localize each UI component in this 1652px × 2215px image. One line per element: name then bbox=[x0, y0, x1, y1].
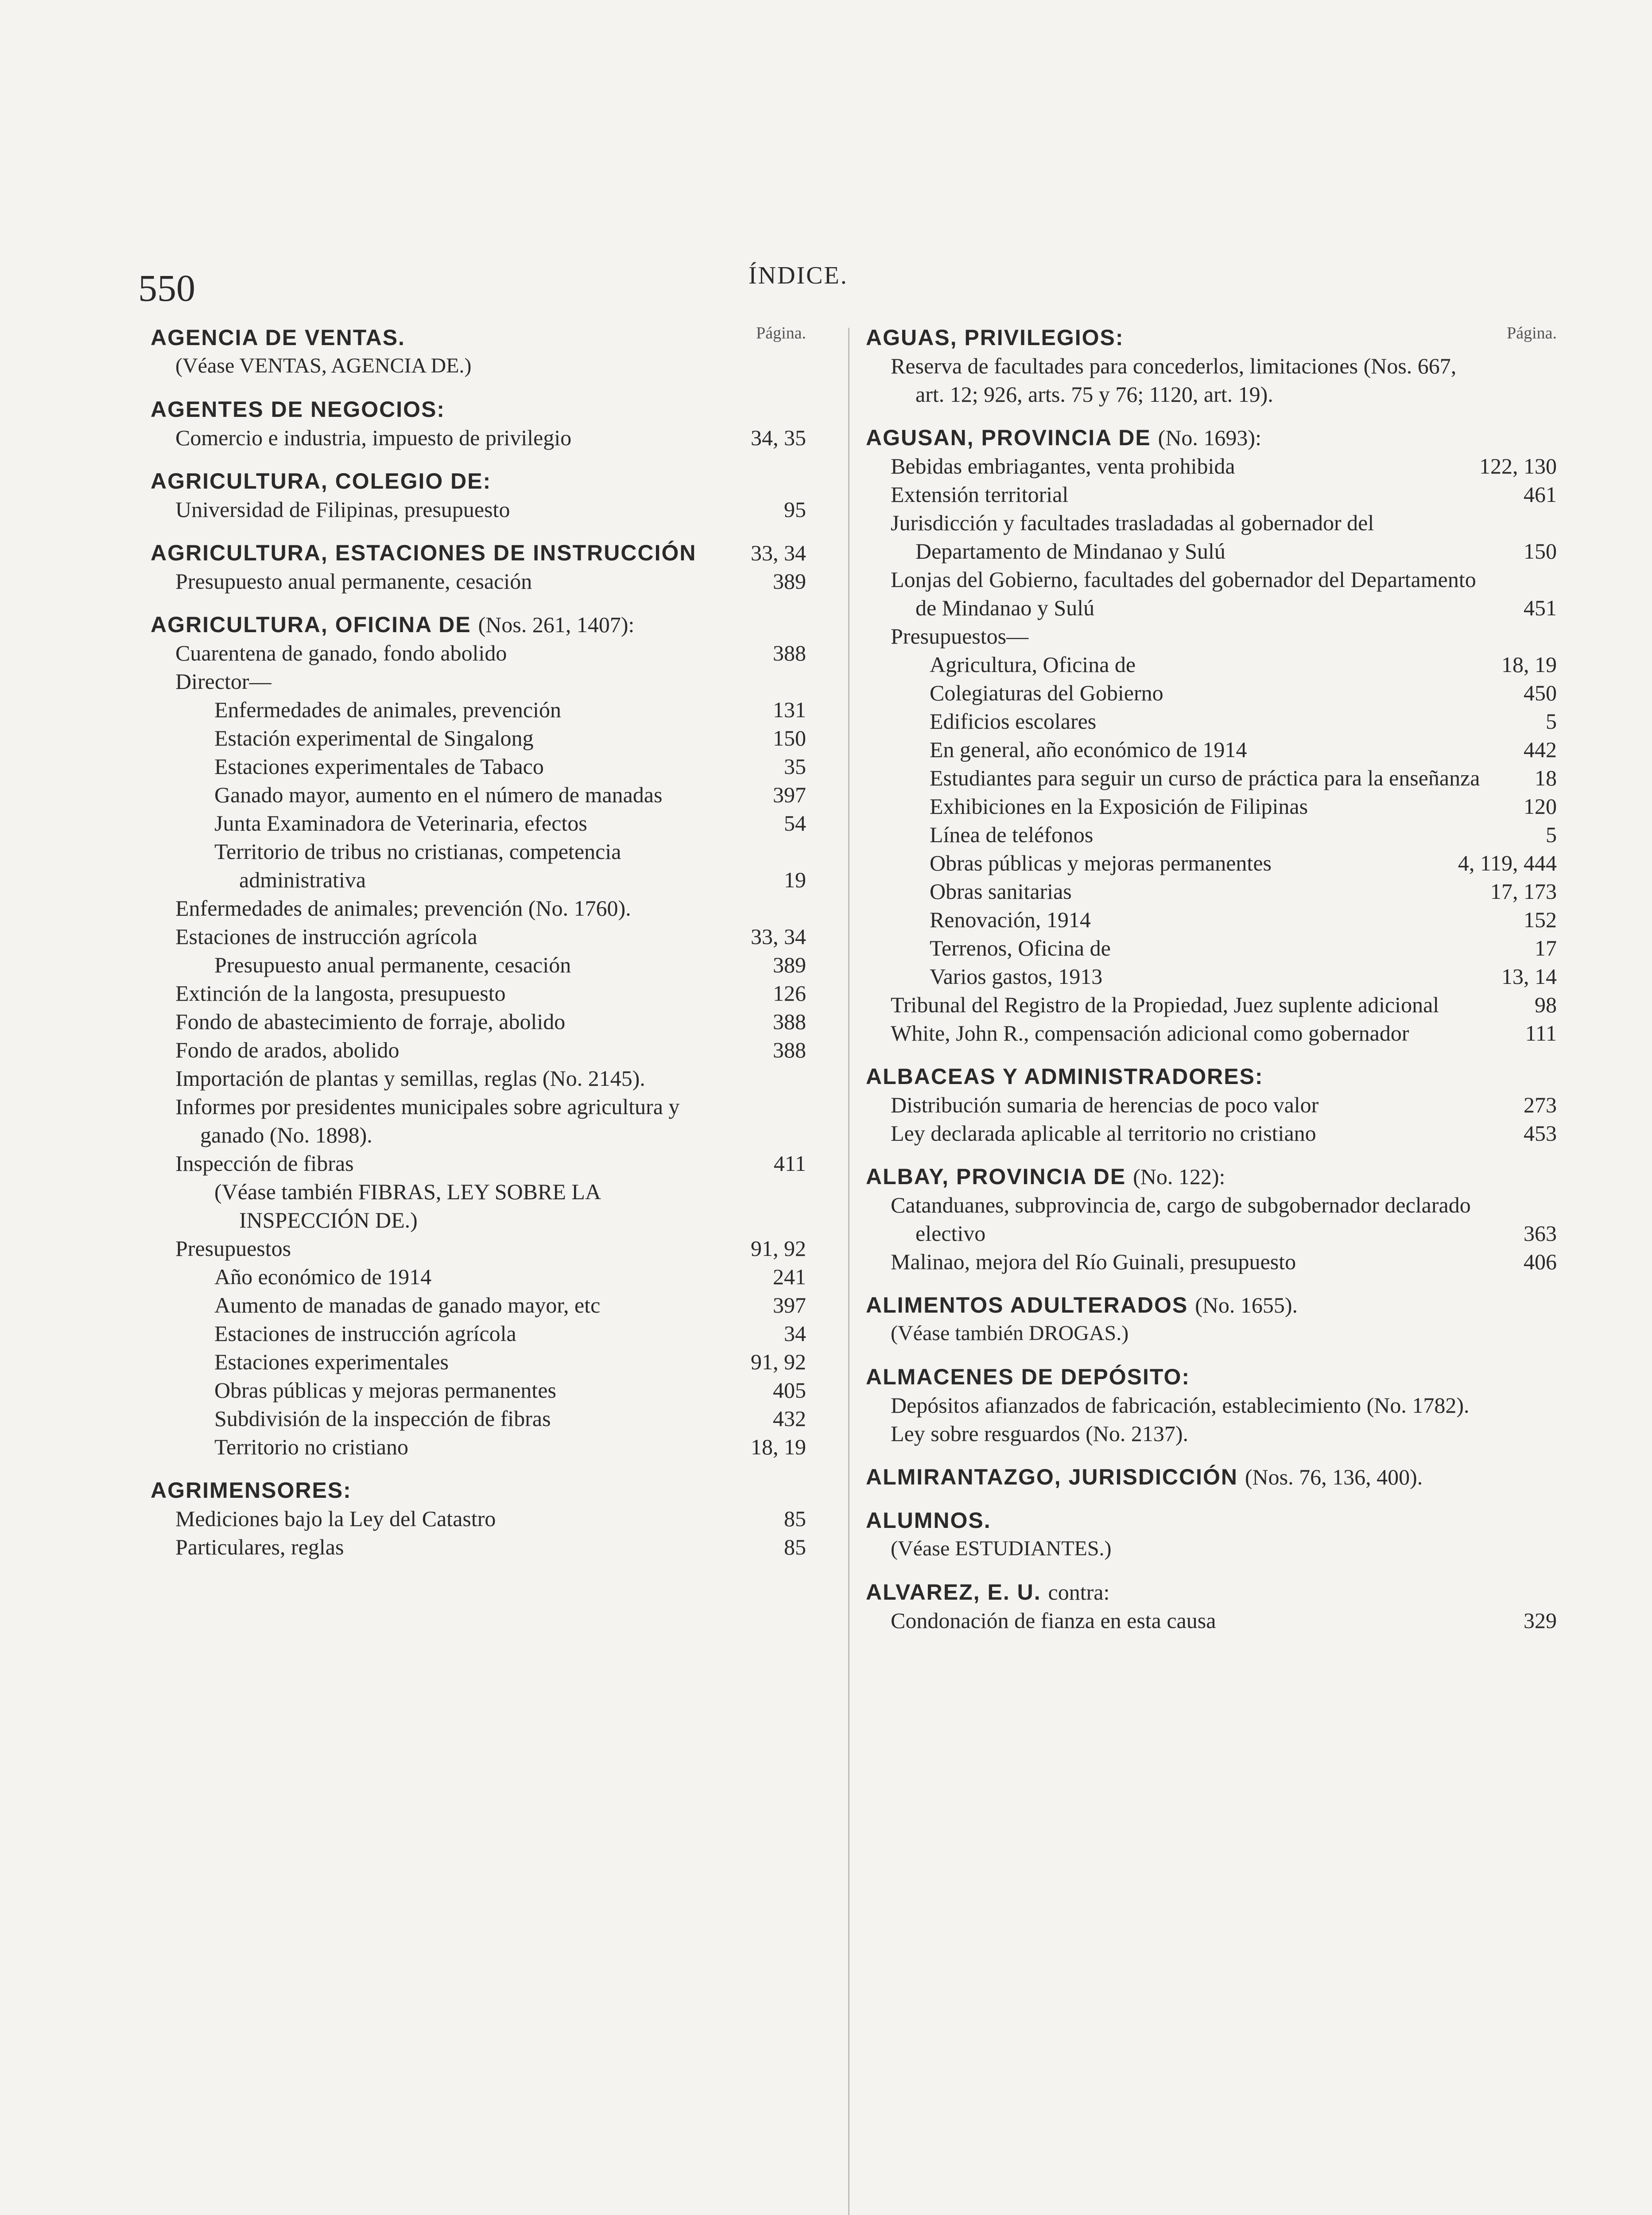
subentry-text: Distribución sumaria de herencias de poco valor bbox=[891, 1092, 1319, 1117]
subentry-text: Agricultura, Oficina de bbox=[930, 652, 1136, 677]
page-ref: 329 bbox=[1524, 1608, 1557, 1633]
index-subentry bbox=[151, 1149, 806, 1177]
index-subentry bbox=[866, 352, 1557, 408]
page-ref: 388 bbox=[773, 1009, 806, 1034]
index-subentry bbox=[866, 1419, 1557, 1448]
index-subentry bbox=[151, 1234, 806, 1263]
subentry-text: Estaciones experimentales de Tabaco bbox=[214, 754, 544, 779]
subentry-text: Cuarentena de ganado, fondo abolido bbox=[175, 641, 507, 665]
entry-heading bbox=[866, 1363, 1557, 1391]
page-ref: 18, 19 bbox=[751, 1434, 806, 1459]
page-ref: 406 bbox=[1524, 1249, 1557, 1274]
index-subentry bbox=[151, 809, 806, 837]
subentry-text: Obras sanitarias bbox=[930, 879, 1072, 904]
page-ref: 33, 34 bbox=[751, 540, 806, 565]
index-subentry bbox=[866, 622, 1557, 650]
index-subentry bbox=[866, 849, 1557, 877]
index-subentry bbox=[151, 1036, 806, 1064]
index-subentry bbox=[151, 696, 806, 724]
index-entry bbox=[151, 467, 806, 524]
page-ref: 389 bbox=[773, 569, 806, 594]
index-subentry bbox=[151, 567, 806, 595]
page-ref: 388 bbox=[773, 1038, 806, 1062]
subentry-text: Año económico de 1914 bbox=[214, 1264, 432, 1289]
index-entry bbox=[866, 1506, 1557, 1563]
page-ref: 432 bbox=[773, 1406, 806, 1431]
page-ref: 91, 92 bbox=[751, 1349, 806, 1374]
subentry-text: Presupuestos bbox=[175, 1236, 291, 1261]
subentry-text: Importación de plantas y semillas, reglas (No. 2145). bbox=[175, 1066, 645, 1091]
index-column-left bbox=[151, 323, 806, 1561]
subentry-text: Subdivisión de la inspección de fibras bbox=[214, 1406, 551, 1431]
index-subentry bbox=[151, 495, 806, 524]
page-ref: 35 bbox=[784, 754, 806, 779]
subentry-text: Extinción de la langosta, presupuesto bbox=[175, 981, 506, 1006]
subentry-text: Malinao, mejora del Río Guinali, presupuesto bbox=[891, 1249, 1296, 1274]
index-subentry bbox=[151, 1263, 806, 1291]
index-subentry bbox=[151, 1007, 806, 1036]
entry-heading-text: AGRICULTURA, OFICINA DE bbox=[151, 612, 471, 637]
index-column-right bbox=[866, 323, 1557, 1635]
page-ref: 34 bbox=[784, 1321, 806, 1346]
entry-heading-text: ALIMENTOS ADULTERADOS bbox=[866, 1293, 1188, 1317]
page-ref: 152 bbox=[1524, 907, 1557, 932]
page-ref: 397 bbox=[773, 782, 806, 807]
subentry-text: Obras públicas y mejoras permanentes bbox=[214, 1378, 556, 1403]
page-ref: 120 bbox=[1524, 794, 1557, 819]
entry-heading-note: (Nos. 261, 1407): bbox=[478, 612, 635, 637]
page-ref: 363 bbox=[1524, 1221, 1557, 1246]
index-subentry bbox=[151, 1319, 806, 1348]
index-subentry bbox=[151, 837, 806, 894]
subentry-text: Particulares, reglas bbox=[175, 1535, 344, 1559]
entry-heading-text: ALVAREZ, E. U. bbox=[866, 1580, 1041, 1605]
subentry-text: Renovación, 1914 bbox=[930, 907, 1091, 932]
page-ref: 54 bbox=[784, 811, 806, 835]
subentry-text: Línea de teléfonos bbox=[930, 822, 1094, 847]
page-ref: 450 bbox=[1524, 680, 1557, 705]
subentry-text: Depósitos afianzados de fabricación, establecimiento (No. 1782). bbox=[891, 1393, 1470, 1418]
entry-heading bbox=[151, 323, 806, 352]
index-subentry bbox=[866, 1091, 1557, 1119]
entry-heading-note: (No. 122): bbox=[1133, 1164, 1225, 1189]
entry-heading-text: AGENTES DE NEGOCIOS: bbox=[151, 397, 446, 422]
index-subentry bbox=[866, 1391, 1557, 1419]
subentry-text: Estaciones experimentales bbox=[214, 1349, 449, 1374]
subentry-text: Ganado mayor, aumento en el número de manadas bbox=[214, 782, 663, 807]
subentry-text: Enfermedades de animales, prevención bbox=[214, 697, 561, 722]
subentry-text: Colegiaturas del Gobierno bbox=[930, 680, 1163, 705]
entry-heading bbox=[866, 1162, 1557, 1191]
entry-heading bbox=[866, 323, 1557, 352]
index-subentry bbox=[151, 1177, 806, 1234]
index-subentry bbox=[151, 781, 806, 809]
page-ref: 131 bbox=[773, 697, 806, 722]
subentry-text: Tribunal del Registro de la Propiedad, Juez suplente adicional bbox=[891, 992, 1439, 1017]
entry-heading-text: ALBACEAS Y ADMINISTRADORES: bbox=[866, 1064, 1264, 1089]
subentry-text: Obras públicas y mejoras permanentes bbox=[930, 851, 1272, 875]
index-subentry bbox=[151, 639, 806, 667]
subentry-text: Universidad de Filipinas, presupuesto bbox=[175, 497, 510, 522]
page-ref: 17, 173 bbox=[1490, 879, 1557, 904]
index-subentry bbox=[866, 934, 1557, 962]
page-ref: 405 bbox=[773, 1378, 806, 1403]
subentry-text: Bebidas embriagantes, venta prohibida bbox=[891, 454, 1235, 478]
index-subentry bbox=[151, 1092, 806, 1149]
page-ref: 34, 35 bbox=[751, 425, 806, 450]
subentry-text: Informes por presidentes municipales sobre agricultura y ganado (No. 1898). bbox=[175, 1094, 680, 1147]
see-also-reference: (Véase también DROGAS.) bbox=[891, 1321, 1129, 1345]
page-ref: 5 bbox=[1546, 822, 1557, 847]
index-subentry bbox=[151, 1404, 806, 1433]
subentry-text: Varios gastos, 1913 bbox=[930, 964, 1103, 989]
index-subentry bbox=[151, 424, 806, 452]
index-subentry bbox=[151, 1376, 806, 1404]
page-ref: 411 bbox=[773, 1151, 806, 1176]
index-subentry bbox=[151, 1433, 806, 1461]
index-entry bbox=[866, 424, 1557, 1047]
index-subentry bbox=[866, 452, 1557, 480]
page-ref: 18, 19 bbox=[1501, 652, 1557, 677]
index-subentry bbox=[866, 509, 1557, 565]
page-number: 550 bbox=[138, 267, 195, 309]
subentry-text: Territorio de tribus no cristianas, competencia administrativa bbox=[214, 839, 621, 892]
entry-heading-note: contra: bbox=[1048, 1580, 1110, 1605]
entry-heading bbox=[151, 610, 806, 639]
index-entry bbox=[866, 1062, 1557, 1147]
index-subentry bbox=[866, 1247, 1557, 1276]
running-head: ÍNDICE. bbox=[748, 262, 848, 289]
subentry-text: Exhibiciones en la Exposición de Filipinas bbox=[930, 794, 1308, 819]
index-subentry bbox=[151, 922, 806, 951]
subentry-text: Presupuesto anual permanente, cesación bbox=[175, 569, 532, 594]
page-ref: 85 bbox=[784, 1535, 806, 1559]
index-subentry bbox=[151, 752, 806, 781]
subentry-text: Fondo de arados, abolido bbox=[175, 1038, 399, 1062]
index-subentry bbox=[866, 1019, 1557, 1047]
index-subentry bbox=[866, 820, 1557, 849]
subentry-text: Inspección de fibras bbox=[175, 1151, 354, 1176]
entry-heading bbox=[866, 424, 1557, 452]
index-subentry bbox=[151, 1533, 806, 1561]
page-ref: 126 bbox=[773, 981, 806, 1006]
index-entry bbox=[866, 1291, 1557, 1348]
subentry-text: Enfermedades de animales; prevención (No. 1760). bbox=[175, 896, 631, 921]
column-divider bbox=[848, 328, 849, 2215]
index-subentry bbox=[151, 979, 806, 1007]
entry-heading-note: (Nos. 76, 136, 400). bbox=[1245, 1465, 1423, 1489]
entry-heading bbox=[866, 1506, 1557, 1535]
page-ref: 273 bbox=[1524, 1092, 1557, 1117]
subentry-text: Aumento de manadas de ganado mayor, etc bbox=[214, 1293, 601, 1317]
page-ref: 453 bbox=[1524, 1121, 1557, 1146]
pagina-label: Página. bbox=[1507, 324, 1557, 342]
index-subentry bbox=[866, 764, 1557, 792]
index-subentry bbox=[866, 991, 1557, 1019]
index-subentry bbox=[866, 565, 1557, 622]
subentry-text: Estudiantes para seguir un curso de práctica para la enseñanza bbox=[930, 766, 1480, 790]
index-entry bbox=[866, 1363, 1557, 1448]
subentry-text: Catanduanes, subprovincia de, cargo de subgobernador declarado electivo bbox=[891, 1193, 1471, 1246]
subentry-text: Presupuesto anual permanente, cesación bbox=[214, 952, 571, 977]
index-entry bbox=[151, 610, 806, 1461]
page-ref: 95 bbox=[784, 497, 806, 522]
page-ref: 17 bbox=[1535, 936, 1557, 960]
page-ref: 442 bbox=[1524, 737, 1557, 762]
page-ref: 389 bbox=[773, 952, 806, 977]
entry-heading-text: AGRICULTURA, COLEGIO DE: bbox=[151, 469, 492, 494]
page-ref: 397 bbox=[773, 1293, 806, 1317]
index-entry bbox=[866, 323, 1557, 408]
entry-heading-note: (No. 1693): bbox=[1158, 425, 1261, 450]
subentry-text: Estaciones de instrucción agrícola bbox=[214, 1321, 516, 1346]
entry-heading-text: ALMIRANTAZGO, JURISDICCIÓN bbox=[866, 1465, 1238, 1489]
subentry-text: Condonación de fianza en esta causa bbox=[891, 1608, 1216, 1633]
entry-heading bbox=[151, 467, 806, 495]
subentry-text: Comercio e industria, impuesto de privilegio bbox=[175, 425, 572, 450]
subentry-text: Lonjas del Gobierno, facultades del gobernador del Departamento de Mindanao y Sulú bbox=[891, 567, 1476, 620]
page-ref: 13, 14 bbox=[1501, 964, 1557, 989]
subentry-text: Junta Examinadora de Veterinaria, efectos bbox=[214, 811, 587, 835]
index-entry bbox=[866, 1463, 1557, 1491]
subentry-text: Estación experimental de Singalong bbox=[214, 726, 534, 750]
page-ref: 4, 119, 444 bbox=[1458, 851, 1557, 875]
index-subentry bbox=[151, 1348, 806, 1376]
entry-heading bbox=[866, 1062, 1557, 1091]
entry-heading bbox=[866, 1463, 1557, 1491]
page-ref: 150 bbox=[1524, 539, 1557, 563]
subentry-text: En general, año económico de 1914 bbox=[930, 737, 1247, 762]
index-subentry bbox=[151, 1504, 806, 1533]
entry-heading bbox=[151, 539, 806, 567]
subentry-text: Ley sobre resguardos (No. 2137). bbox=[891, 1421, 1189, 1446]
index-subentry bbox=[866, 1191, 1557, 1247]
subentry-text: White, John R., compensación adicional como gobernador bbox=[891, 1021, 1409, 1045]
entry-heading-text: AGENCIA DE VENTAS. bbox=[151, 325, 405, 350]
page-ref: 19 bbox=[784, 867, 806, 892]
index-subentry bbox=[866, 877, 1557, 905]
index-entry bbox=[151, 323, 806, 380]
index-subentry bbox=[151, 1291, 806, 1319]
page-ref: 451 bbox=[1524, 595, 1557, 620]
entry-heading bbox=[866, 1291, 1557, 1319]
index-subentry bbox=[151, 667, 806, 696]
entry-heading bbox=[866, 1578, 1557, 1606]
index-subentry bbox=[866, 905, 1557, 934]
subentry-text: Jurisdicción y facultades trasladadas al gobernador del Departamento de Mindanao y Sulú bbox=[891, 510, 1374, 563]
pagina-label: Página. bbox=[756, 324, 806, 342]
subentry-text: Extensión territorial bbox=[891, 482, 1069, 507]
subentry-text: Presupuestos— bbox=[891, 624, 1029, 649]
entry-heading-text: ALUMNOS. bbox=[866, 1508, 991, 1533]
index-entry bbox=[151, 395, 806, 452]
entry-heading bbox=[151, 1476, 806, 1504]
index-entry bbox=[151, 539, 806, 595]
page-ref: 91, 92 bbox=[751, 1236, 806, 1261]
index-subentry bbox=[866, 1606, 1557, 1635]
subentry-text: Ley declarada aplicable al territorio no cristiano bbox=[891, 1121, 1316, 1146]
index-subentry bbox=[866, 735, 1557, 764]
index-subentry bbox=[866, 650, 1557, 679]
page-ref: 461 bbox=[1524, 482, 1557, 507]
entry-heading-note: (No. 1655). bbox=[1195, 1293, 1298, 1317]
entry-heading-text: AGRICULTURA, ESTACIONES DE INSTRUCCIÓN bbox=[151, 540, 697, 565]
entry-heading-text: AGUSAN, PROVINCIA DE bbox=[866, 425, 1151, 450]
page-ref: 122, 130 bbox=[1479, 454, 1557, 478]
index-subentry bbox=[151, 951, 806, 979]
index-subentry bbox=[866, 480, 1557, 509]
index-subentry bbox=[866, 792, 1557, 820]
page-ref: 150 bbox=[773, 726, 806, 750]
entry-heading-text: ALBAY, PROVINCIA DE bbox=[866, 1164, 1126, 1189]
subentry-text: Estaciones de instrucción agrícola bbox=[175, 924, 477, 949]
subentry-text: (Véase también FIBRAS, LEY SOBRE LA INSPECCIÓN DE.) bbox=[214, 1179, 600, 1232]
index-subentry bbox=[866, 962, 1557, 991]
index-entry bbox=[866, 1162, 1557, 1276]
index-subentry bbox=[151, 894, 806, 922]
page-ref: 388 bbox=[773, 641, 806, 665]
page-ref: 5 bbox=[1546, 709, 1557, 734]
entry-heading bbox=[151, 395, 806, 424]
entry-heading-text: ALMACENES DE DEPÓSITO: bbox=[866, 1364, 1191, 1389]
subentry-text: Director— bbox=[175, 669, 271, 694]
page-ref: 18 bbox=[1535, 766, 1557, 790]
subentry-text: Terrenos, Oficina de bbox=[930, 936, 1111, 960]
subentry-text: Mediciones bajo la Ley del Catastro bbox=[175, 1506, 496, 1531]
page-ref: 111 bbox=[1525, 1021, 1557, 1045]
subentry-text: Reserva de facultades para concederlos, limitaciones (Nos. 667, art. 12; 926, arts. 75 y 76; 1120, art. 19). bbox=[891, 354, 1457, 407]
index-subentry bbox=[151, 724, 806, 752]
subentry-text: Fondo de abastecimiento de forraje, abolido bbox=[175, 1009, 566, 1034]
page-ref: 33, 34 bbox=[751, 924, 806, 949]
index-entry bbox=[151, 1476, 806, 1561]
index-subentry bbox=[151, 1064, 806, 1092]
index-subentry bbox=[866, 679, 1557, 707]
page-ref: 241 bbox=[773, 1264, 806, 1289]
index-subentry bbox=[866, 1119, 1557, 1147]
entry-heading-text: AGRIMENSORES: bbox=[151, 1478, 352, 1503]
entry-heading-text: AGUAS, PRIVILEGIOS: bbox=[866, 325, 1124, 350]
subentry-text: Edificios escolares bbox=[930, 709, 1097, 734]
see-also-reference: (Véase ESTUDIANTES.) bbox=[891, 1537, 1112, 1560]
index-subentry bbox=[866, 707, 1557, 735]
see-also-reference: (Véase VENTAS, AGENCIA DE.) bbox=[175, 354, 472, 377]
index-entry bbox=[866, 1578, 1557, 1635]
page-ref: 85 bbox=[784, 1506, 806, 1531]
page-ref: 98 bbox=[1535, 992, 1557, 1017]
subentry-text: Territorio no cristiano bbox=[214, 1434, 409, 1459]
